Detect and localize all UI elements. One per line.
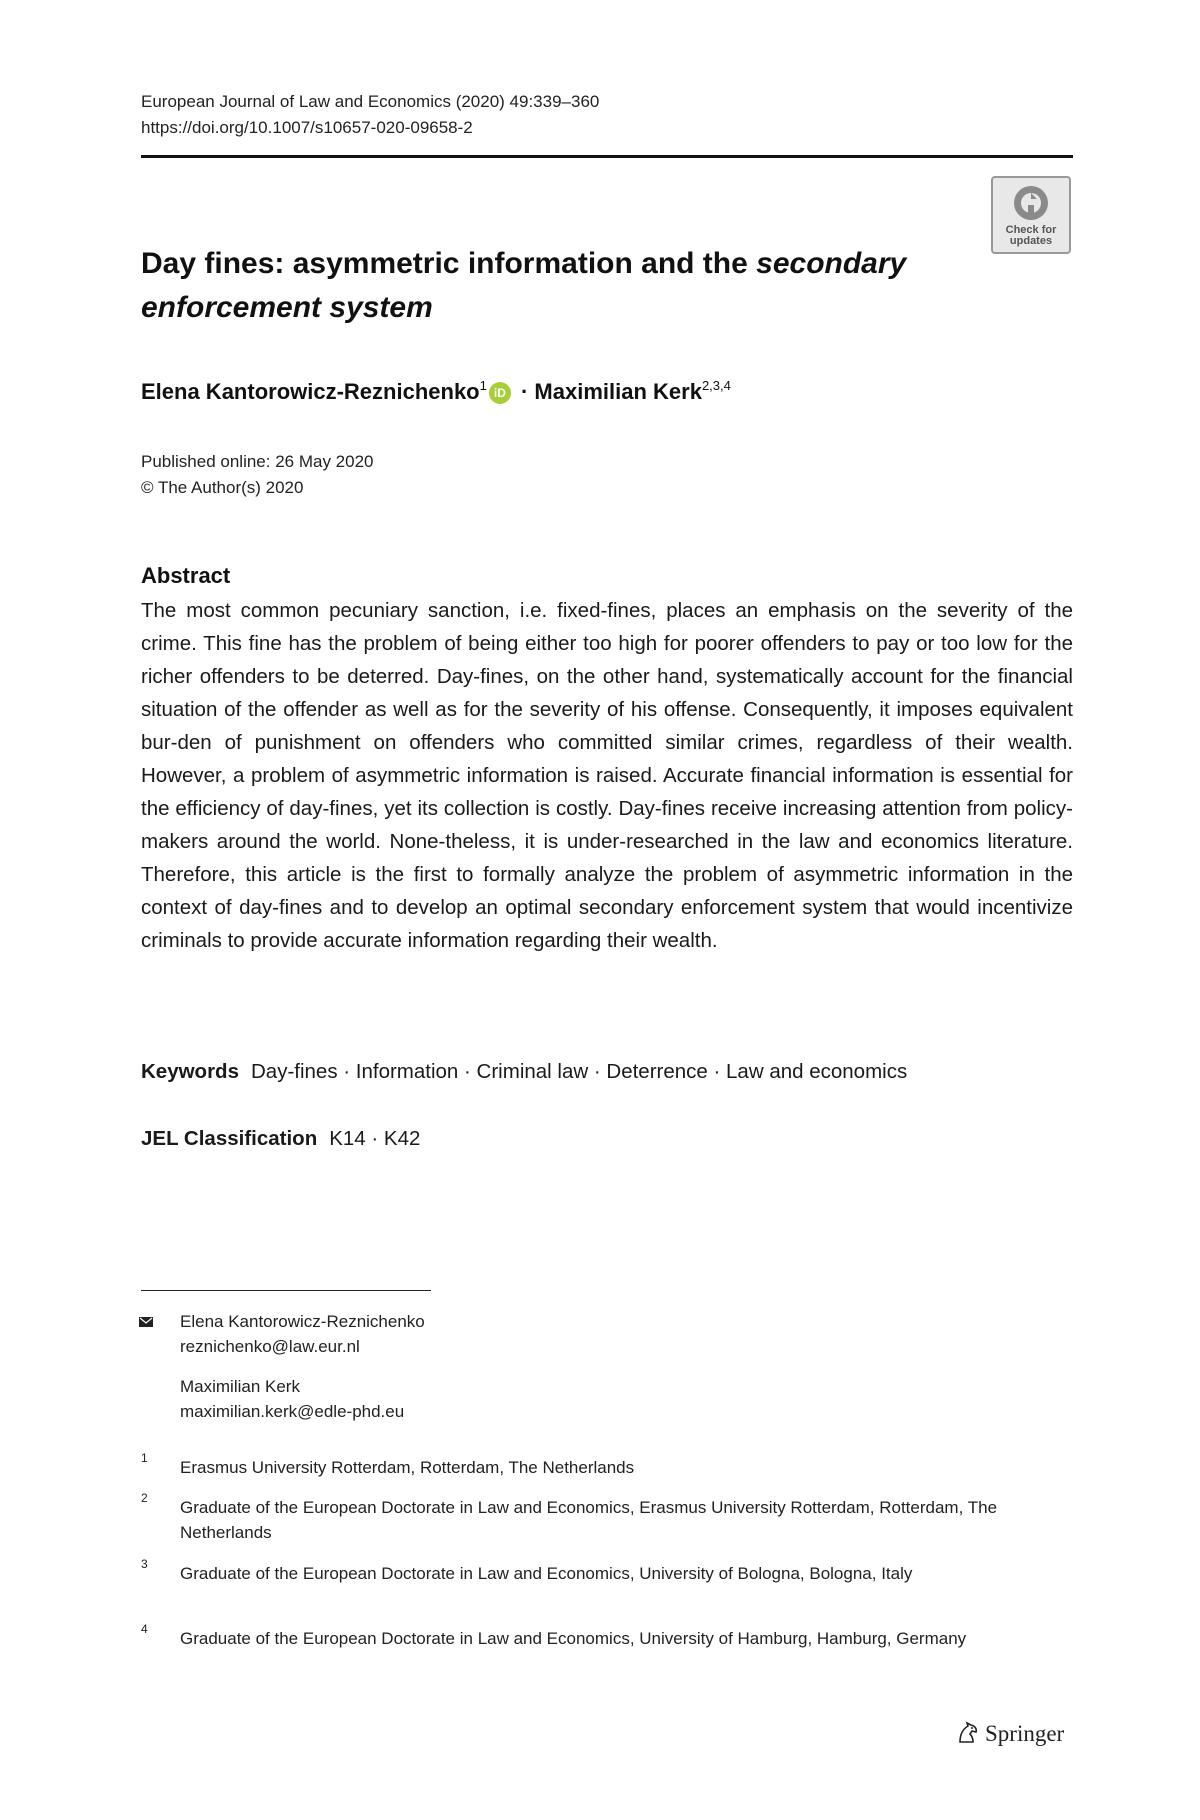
affiliation-number: 2 <box>141 1491 148 1505</box>
contact-author-1 <box>180 1309 1060 1359</box>
jel-classification <box>141 1127 420 1151</box>
published-date: Published online: 26 May 2020 <box>141 452 374 471</box>
jel-codes: K14 · K42 <box>329 1127 421 1150</box>
check-for-updates-icon <box>1011 183 1051 223</box>
affiliation-number: 4 <box>141 1622 148 1636</box>
contact-email[interactable]: maximilian.kerk@edle-phd.eu <box>180 1402 405 1421</box>
author-name[interactable]: Elena Kantorowicz-Reznichenko <box>141 379 480 404</box>
author-affiliation-sup: 1 <box>479 378 487 393</box>
title-italic: secondary enforcement system <box>141 247 907 324</box>
contact-name: Elena Kantorowicz-Reznichenko <box>180 1312 425 1331</box>
check-for-updates-label: Check for updates <box>1005 224 1057 247</box>
envelope-icon <box>139 1317 153 1327</box>
publisher-logo <box>955 1720 1064 1747</box>
affiliation-1: Erasmus University Rotterdam, Rotterdam, The Netherlands <box>180 1458 635 1477</box>
footnote-divider <box>141 1290 431 1291</box>
header-divider <box>141 155 1073 158</box>
affiliation-4: Graduate of the European Doctorate in Law and Economics, University of Hamburg, Hamburg, Germany <box>180 1629 967 1648</box>
doi-link[interactable]: https://doi.org/10.1007/s10657-020-09658-2 <box>141 118 473 137</box>
author-list <box>141 378 731 405</box>
paper-title <box>141 242 941 330</box>
contact-name: Maximilian Kerk <box>180 1377 300 1396</box>
abstract-text: The most common pecuniary sanction, i.e. fixed-fines, places an emphasis on the severity of the crime. This fine has the problem of being either too high for poorer offenders to pay or too low for the richer offenders to be deterred. Day-fines, on the other hand, systematically account for the financial situation of the offender as well as for the severity of his offense. Consequently, it imposes equivalent bur-den of punishment on offenders who committed similar crimes, regardless of their wealth. However, a problem of asymmetric information is raised. Accurate financial information is essential for the efficiency of day-fines, yet its collection is costly. Day-fines receive increasing attention from policy-makers around the world. None-theless, it is under-researched in the law and economics literature. Therefore, this article is the first to formally analyze the problem of asymmetric information in the context of day-fines and to develop an optimal secondary enforcement system that would incentivize criminals to provide accurate information regarding their wealth. <box>141 599 1073 952</box>
keywords-label: Keywords <box>141 1060 239 1083</box>
affiliation-number: 3 <box>141 1557 148 1571</box>
author-affiliation-sup: 2,3,4 <box>701 378 731 393</box>
keywords <box>141 1060 1081 1084</box>
orcid-icon[interactable]: iD <box>489 382 511 404</box>
affiliation-3: Graduate of the European Doctorate in Law and Economics, University of Bologna, Bologna, Italy <box>180 1564 913 1583</box>
author-name[interactable]: Maximilian Kerk <box>534 379 702 404</box>
contact-author-2 <box>180 1374 1060 1424</box>
abstract-heading: Abstract <box>141 563 231 588</box>
affiliation-2: Graduate of the European Doctorate in Law and Economics, Erasmus University Rotterdam, Rotterdam, The Netherlands <box>180 1498 998 1542</box>
check-for-updates-badge[interactable] <box>991 176 1071 254</box>
keywords-list: Day-fines · Information · Criminal law · Deterrence · Law and economics <box>250 1060 908 1083</box>
author-separator: · <box>514 379 535 404</box>
affiliation-number: 1 <box>141 1451 148 1465</box>
copyright-notice: © The Author(s) 2020 <box>141 478 304 497</box>
springer-horse-icon <box>955 1720 981 1746</box>
title-main: Day fines: asymmetric information and the <box>141 247 757 280</box>
journal-citation: European Journal of Law and Economics (2020) 49:339–360 <box>141 92 600 111</box>
publisher-name: Springer <box>985 1721 1065 1746</box>
jel-label: JEL Classification <box>141 1127 318 1150</box>
contact-email[interactable]: reznichenko@law.eur.nl <box>180 1337 360 1356</box>
